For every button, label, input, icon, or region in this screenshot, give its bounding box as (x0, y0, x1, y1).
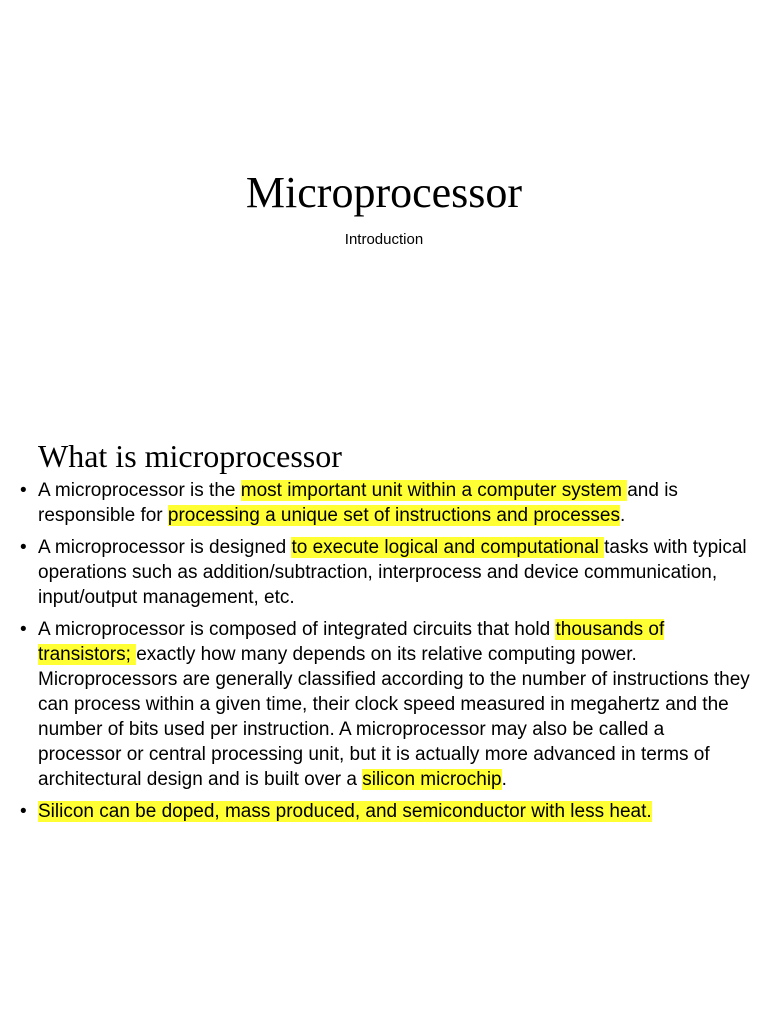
highlighted-text: thousands of transistors; (38, 619, 665, 665)
bullet-dot-icon: • (20, 801, 27, 822)
highlighted-text: most important unit within a computer system (240, 480, 628, 501)
highlighted-text: Silicon can be doped, mass produced, and semiconductor with less heat. (38, 801, 652, 822)
highlighted-text: to execute logical and computational (291, 537, 605, 558)
slide-title: Microprocessor (245, 168, 523, 217)
bullet-item (20, 617, 750, 792)
bullet-list (20, 478, 750, 831)
bullet-text: . (619, 505, 626, 526)
bullet-item (20, 478, 750, 528)
bullet-text: . (501, 769, 507, 790)
bullet-text: A microprocessor is designed (38, 537, 292, 558)
section-heading: What is microprocessor (38, 438, 342, 474)
bullet-text: and is responsible for (38, 480, 678, 526)
slide-subtitle: Introduction (344, 231, 424, 248)
highlighted-text: silicon microchip (362, 769, 502, 790)
bullet-item (20, 799, 750, 824)
bullet-dot-icon: • (20, 537, 27, 558)
title-slide (0, 0, 768, 420)
bullet-text: tasks with typical operations such as addition/subtraction, interprocess and device communication, input/output management, etc. (38, 537, 747, 608)
highlighted-text: processing a unique set of instructions and processes (167, 505, 620, 526)
content-slide (0, 420, 768, 1024)
bullet-text: A microprocessor is composed of integrated circuits that hold (38, 619, 556, 640)
bullet-text: exactly how many depends on its relative computing power. Microprocessors are generally classified according to the number of instructions they can process within a given time, their clock speed measured in megahertz and the number of bits used per instruction. A microprocessor may also be called a processor or central processing unit, but it is actually more advanced in terms of architectural design and is built over a (38, 644, 750, 790)
bullet-dot-icon: • (20, 480, 27, 501)
bullet-item (20, 535, 750, 610)
bullet-dot-icon: • (20, 619, 27, 640)
bullet-text: A microprocessor is the (38, 480, 241, 501)
